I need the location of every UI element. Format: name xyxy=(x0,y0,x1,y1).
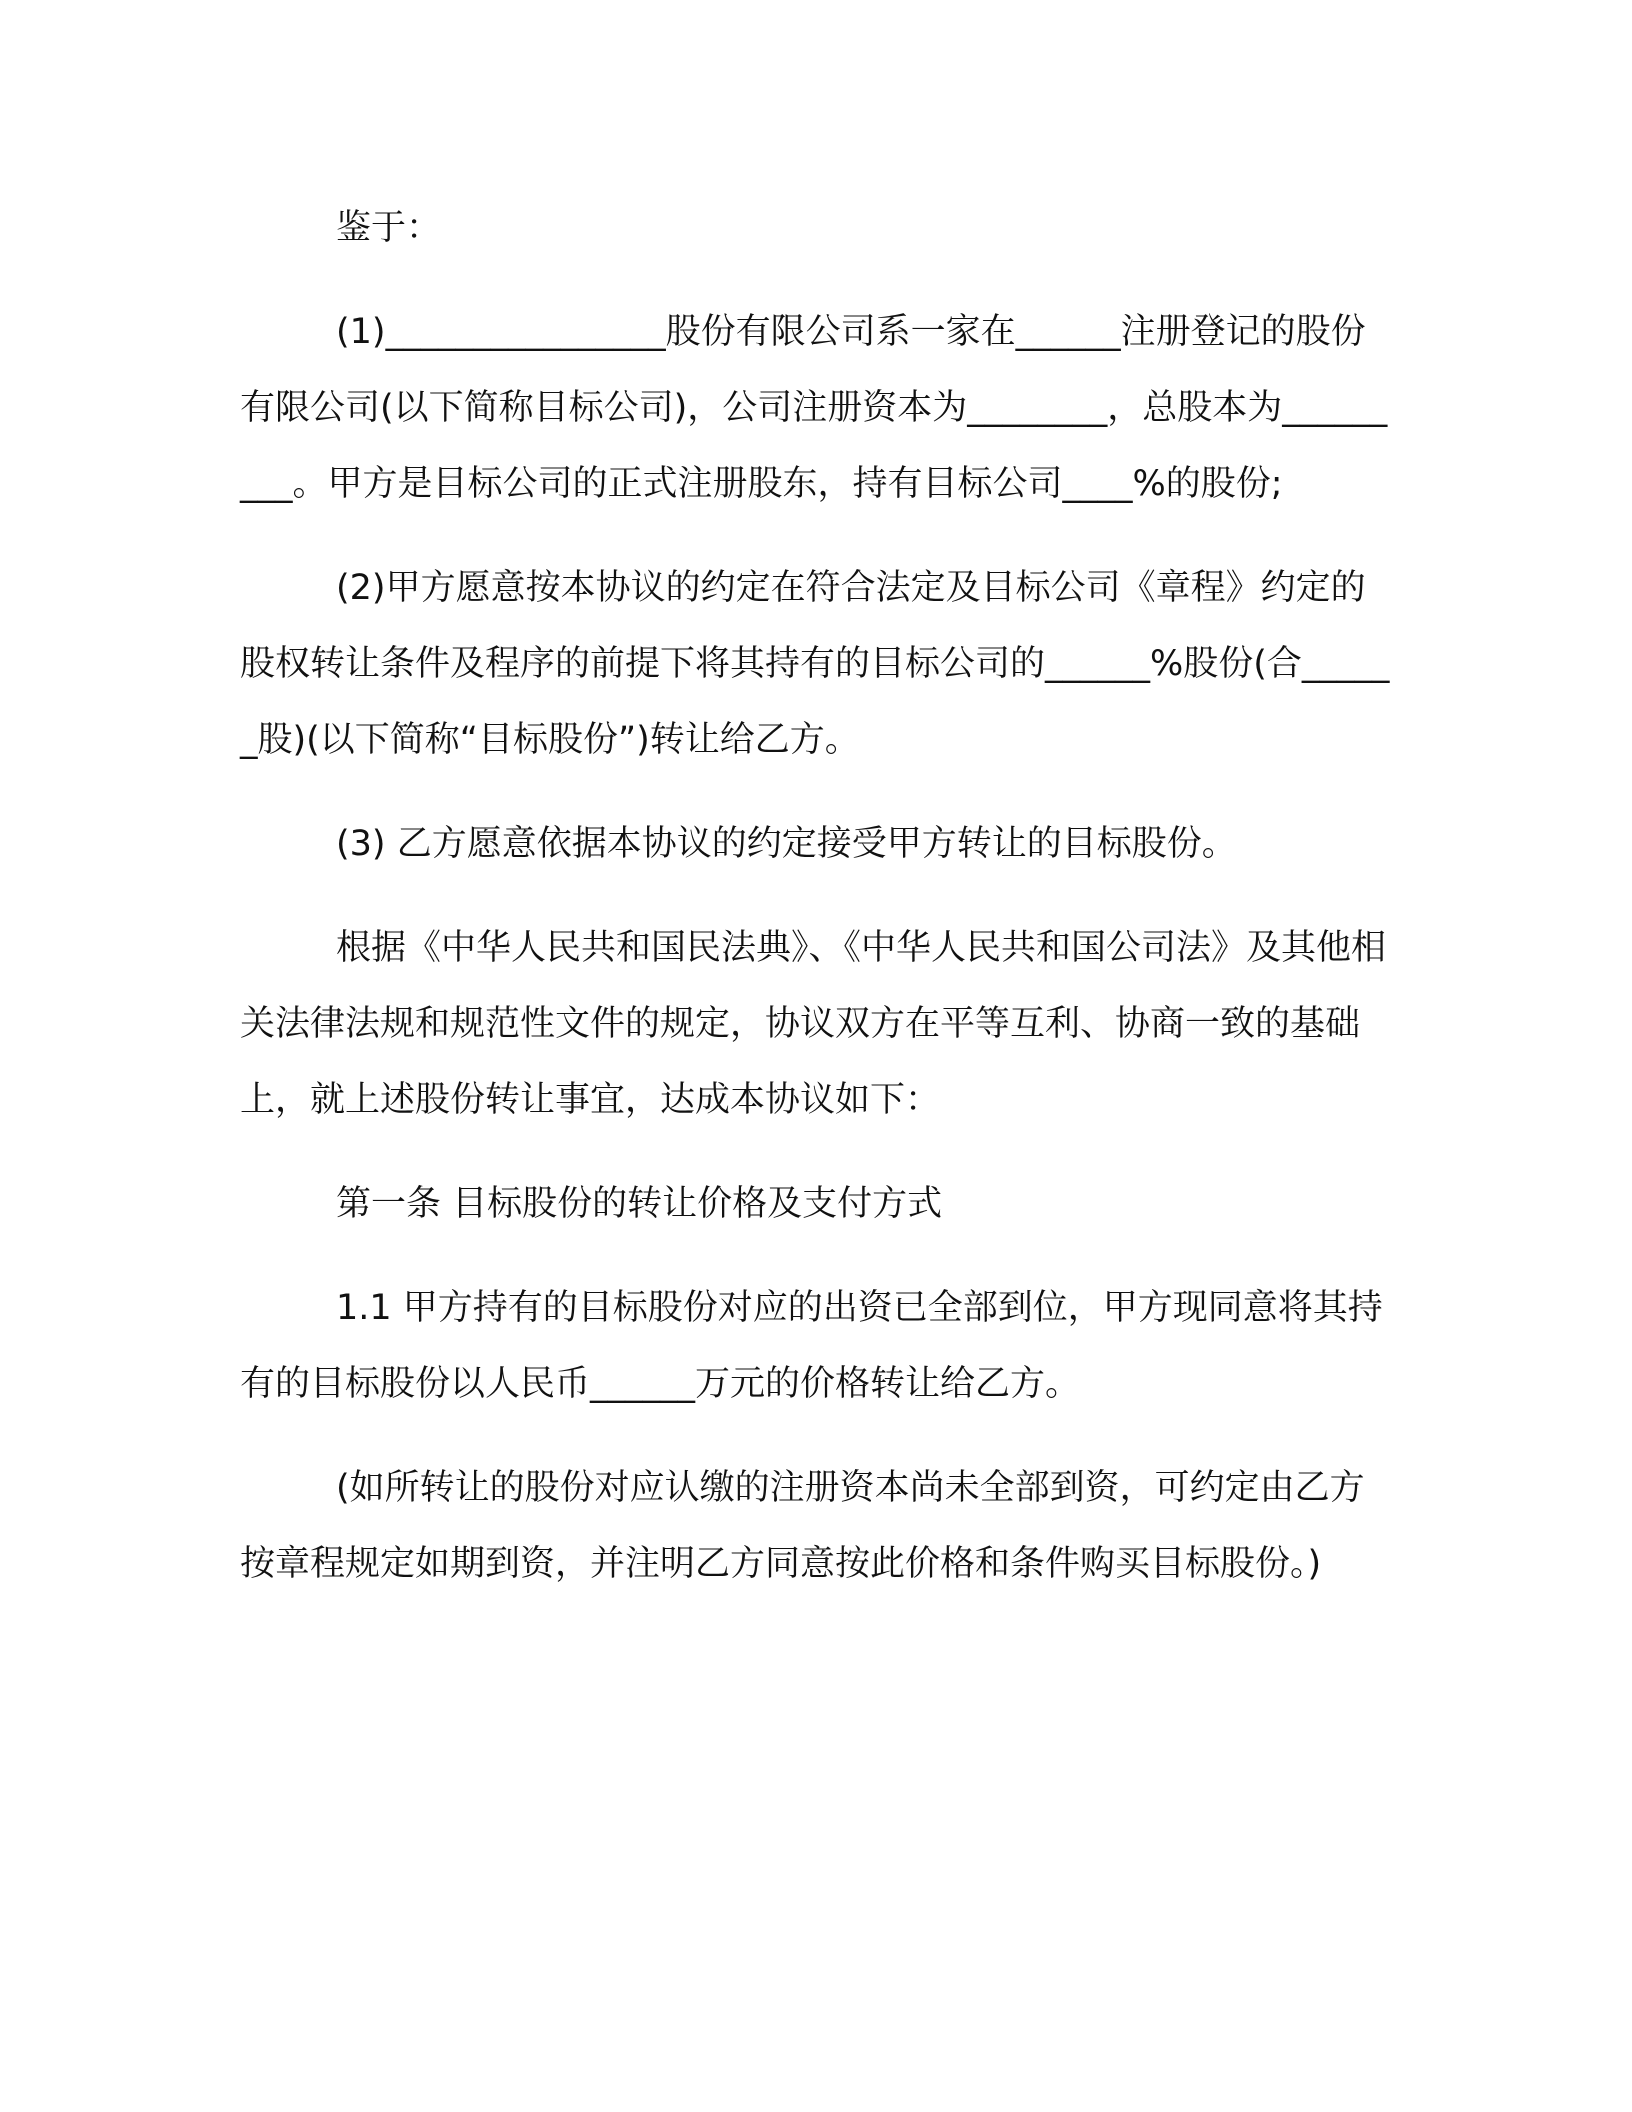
paragraph-legal-basis: 根据《中华人民共和国民法典》、《中华人民共和国公司法》及其他相关法律法规和规范性文件的规定，协议双方在平等互利、协商一致的基础上，就上述股份转让事宜，达成本协议如下： xyxy=(240,928,1387,1120)
paragraph-clause-3: (3) 乙方愿意依据本协议的约定接受甲方转让的目标股份。 xyxy=(336,824,1237,864)
article-1-heading: 第一条 目标股份的转让价格及支付方式 xyxy=(336,1184,943,1224)
paragraph-article-1-1: 1.1 甲方持有的目标股份对应的出资已全部到位，甲方现同意将其持有的目标股份以人民币______万元的价格转让给乙方。 xyxy=(240,1288,1383,1404)
paragraph-preamble: 鉴于： xyxy=(336,208,442,248)
document-body xyxy=(240,190,1392,1630)
paragraph-clause-2: (2)甲方愿意按本协议的约定在符合法定及目标公司《章程》约定的股权转让条件及程序的前提下将其持有的目标公司的______%股份(合______股)(以下简称“目标股份”)转让给乙方。 xyxy=(240,568,1390,760)
paragraph-clause-1: (1)________________股份有限公司系一家在______注册登记的股份有限公司(以下简称目标公司)，公司注册资本为________，总股本为_________。甲方是目标公司的正式注册股东，持有目标公司____%的股份; xyxy=(240,312,1388,504)
paragraph-note: (如所转让的股份对应认缴的注册资本尚未全部到资，可约定由乙方按章程规定如期到资，并注明乙方同意按此价格和条件购买目标股份。) xyxy=(240,1468,1365,1584)
